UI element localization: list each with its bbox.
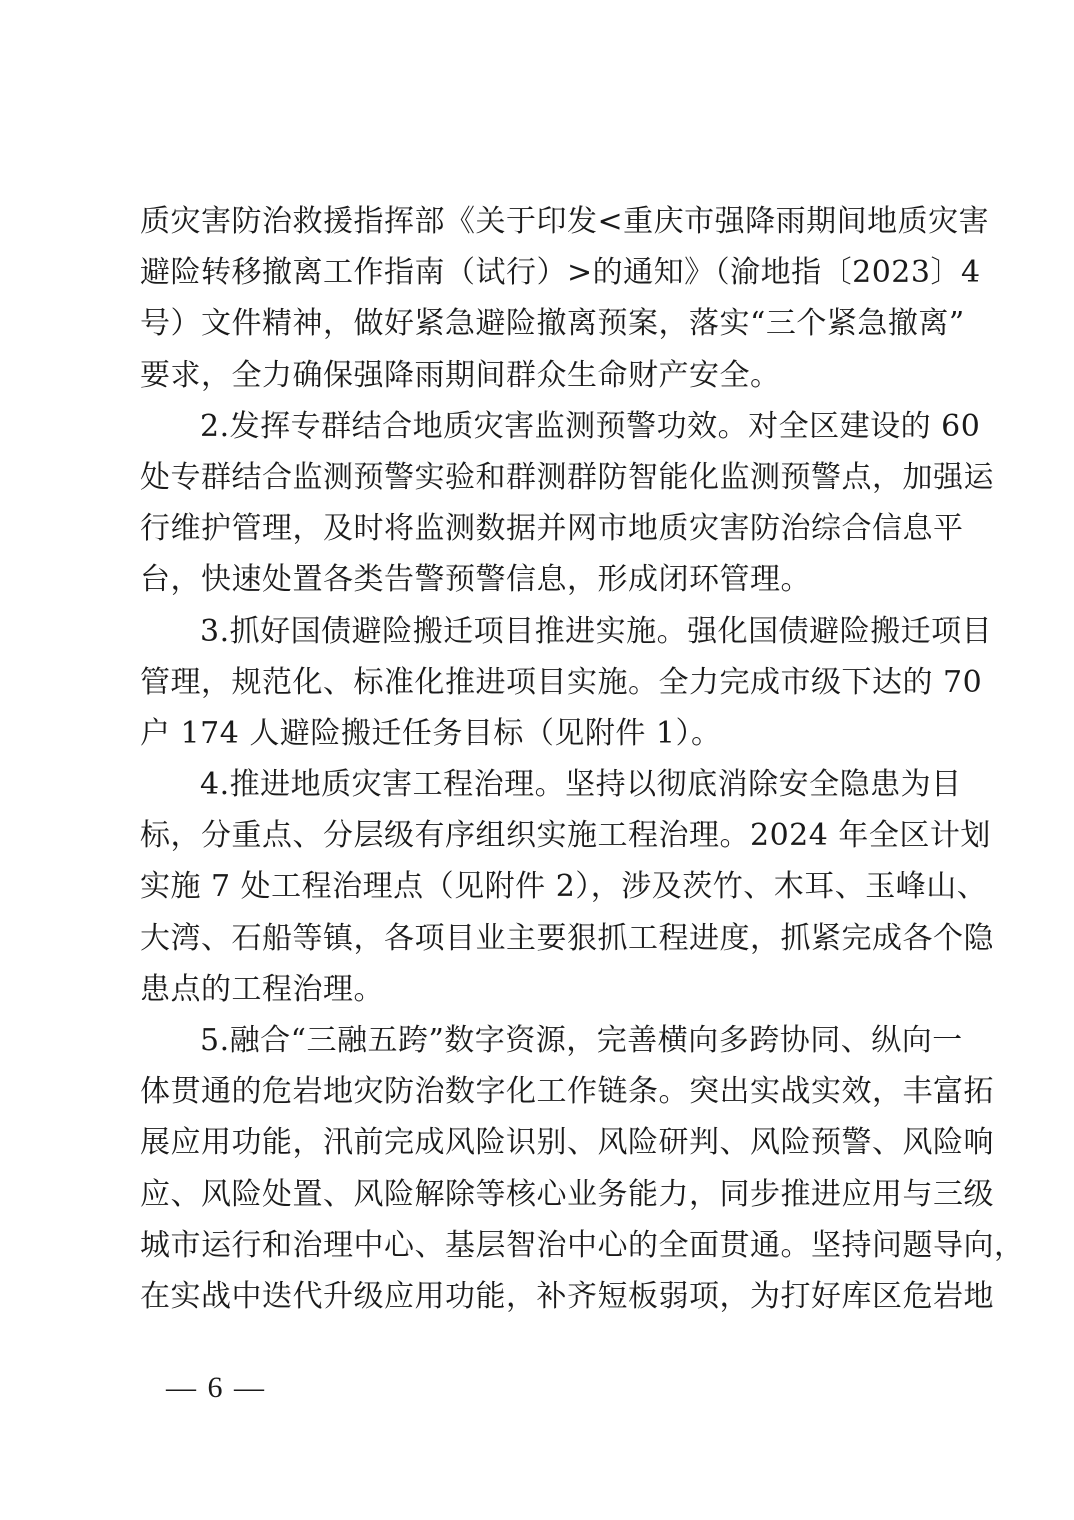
text-line: 行维护管理，及时将监测数据并网市地质灾害防治综合信息平	[140, 511, 964, 547]
text-line: 2.发挥专群结合地质灾害监测预警功效。对全区建设的 60	[200, 408, 981, 444]
text-line: 5.融合“三融五跨”数字资源，完善横向多跨协同、纵向一	[200, 1023, 963, 1058]
text-line: 患点的工程治理。	[140, 971, 384, 1007]
text-line: 标，分重点、分层级有序组织实施工程治理。2024 年全区计划	[140, 818, 991, 854]
text-line: 管理，规范化、标准化推进项目实施。全力完成市级下达的 70	[140, 664, 983, 700]
document-body	[140, 196, 1025, 1322]
page-number: — 6 —	[166, 1371, 266, 1404]
text-line: 大湾、石船等镇，各项目业主要狠抓工程进度，抓紧完成各个隐	[140, 920, 994, 956]
paragraph	[140, 196, 990, 401]
text-line: 应、风险处置、风险解除等核心业务能力，同步推进应用与三级	[140, 1176, 994, 1212]
text-line: 城市运行和治理中心、基层智治中心的全面贯通。坚持问题导向，	[140, 1227, 1025, 1263]
text-line: 台，快速处置各类告警预警信息，形成闭环管理。	[140, 562, 811, 598]
text-line: 处专群结合监测预警实验和群测群防智能化监测预警点，加强运	[140, 459, 994, 495]
text-line: 体贯通的危岩地灾防治数字化工作链条。突出实战实效，丰富拓	[140, 1074, 994, 1110]
text-line: 避险转移撤离工作指南（试行）>的通知》（渝地指〔2023〕4	[140, 255, 981, 291]
text-line: 质灾害防治救援指挥部《关于印发<重庆市强降雨期间地质灾害	[140, 204, 990, 239]
paragraph	[140, 1015, 1025, 1322]
text-line: 要求，全力确保强降雨期间群众生命财产安全。	[140, 357, 781, 393]
text-line: 号）文件精神，做好紧急避险撤离预案，落实“三个紧急撤离”	[140, 306, 965, 342]
text-line: 户 174 人避险搬迁任务目标（见附件 1）。	[140, 715, 722, 751]
text-line: 4.推进地质灾害工程治理。坚持以彻底消除安全隐患为目	[200, 767, 962, 803]
paragraph	[140, 606, 993, 760]
paragraph	[140, 759, 994, 1015]
text-line: 3.抓好国债避险搬迁项目推进实施。强化国债避险搬迁项目	[200, 613, 993, 649]
paragraph	[140, 401, 994, 606]
text-line: 实施 7 处工程治理点（见附件 2），涉及茨竹、木耳、玉峰山、	[140, 869, 988, 905]
text-line: 在实战中迭代升级应用功能，补齐短板弱项，为打好库区危岩地	[140, 1278, 994, 1314]
text-line: 展应用功能，汛前完成风险识别、风险研判、风险预警、风险响	[140, 1125, 994, 1161]
